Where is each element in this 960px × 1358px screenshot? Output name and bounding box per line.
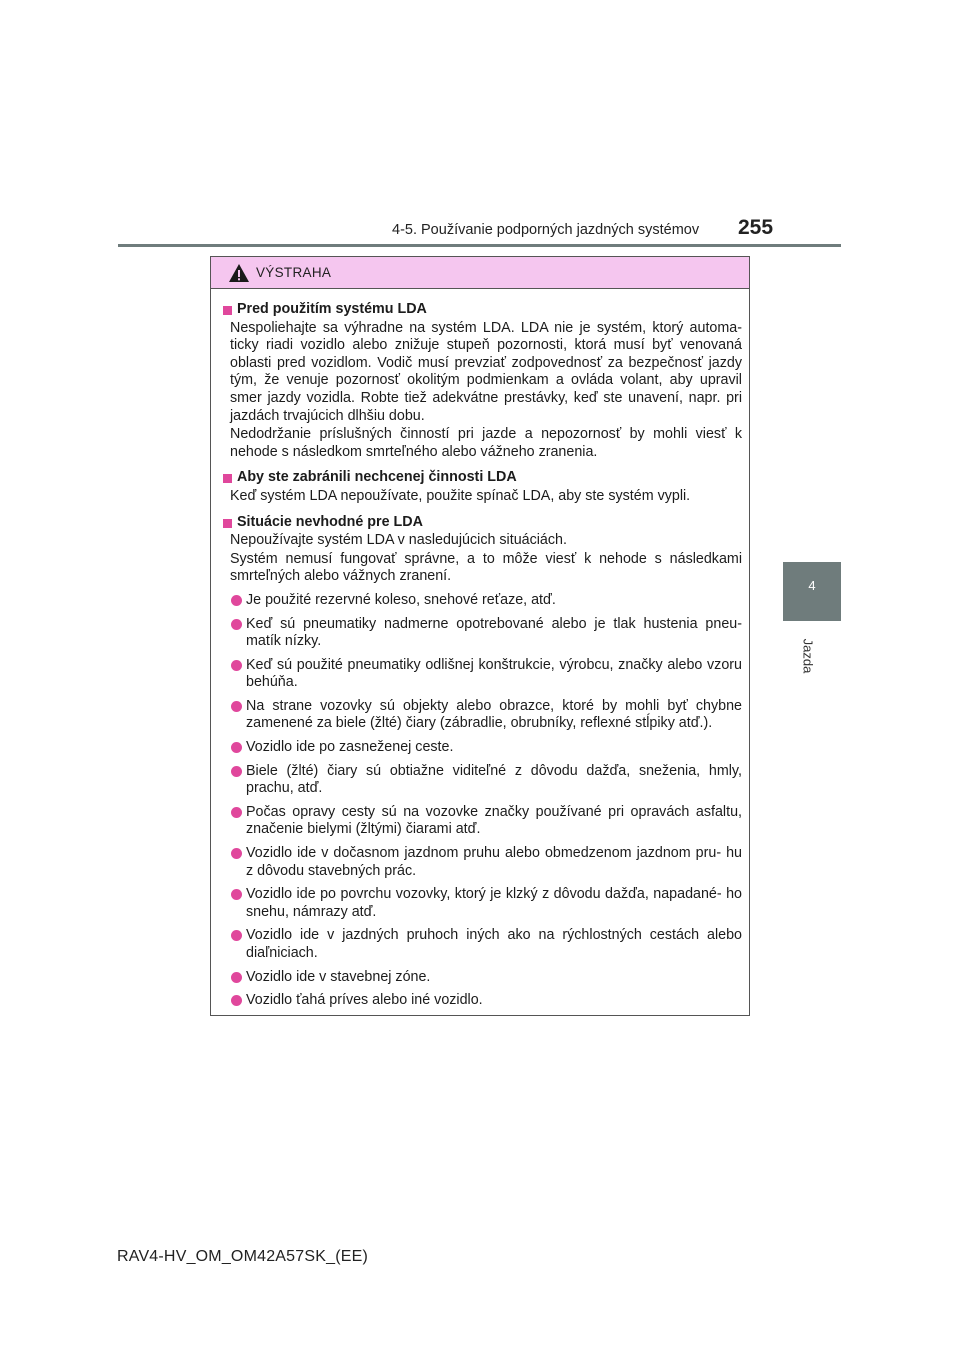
warning-box bbox=[210, 256, 750, 1016]
chapter-label-text: Jazda bbox=[800, 638, 816, 674]
list-item: Vozidlo ide v dočasnom jazdnom pruhu alebo obmedzenom jazdnom pru- hu z dôvodu stavebných prác. bbox=[223, 845, 742, 880]
section-title: Situácie nevhodné pre LDA bbox=[223, 514, 742, 532]
list-item: Vozidlo ide po zasneženej ceste. bbox=[223, 739, 742, 757]
warning-title: VÝSTRAHA bbox=[256, 265, 332, 280]
chapter-label bbox=[800, 636, 816, 676]
list-item: Vozidlo ťahá príves alebo iné vozidlo. bbox=[223, 992, 742, 1010]
section-title: Pred použitím systému LDA bbox=[223, 301, 742, 319]
situation-list bbox=[223, 592, 742, 1010]
document-code: RAV4-HV_OM_OM42A57SK_(EE) bbox=[117, 1248, 369, 1265]
paragraph: Nepoužívajte systém LDA v nasledujúcich situáciách. bbox=[230, 532, 567, 549]
paragraph: Keď systém LDA nepoužívate, použite spínač LDA, aby ste systém vypli. bbox=[230, 487, 691, 504]
list-item: Biele (žlté) čiary sú obtiažne viditeľné z dôvodu dažďa, sneženia, hmly, prachu, atď. bbox=[223, 763, 742, 798]
square-bullet-icon bbox=[223, 474, 232, 483]
list-item: Počas opravy cesty sú na vozovke značky používané pri opravách asfaltu, značenie bielymi (žltými) čiarami atď. bbox=[223, 804, 742, 839]
list-item: Vozidlo ide po povrchu vozovky, ktorý je klzký z dôvodu dažďa, napadané- ho snehu, námrazy atď. bbox=[223, 886, 742, 921]
square-bullet-icon bbox=[223, 519, 232, 528]
square-bullet-icon bbox=[223, 306, 232, 315]
page-number: 255 bbox=[738, 216, 774, 239]
chapter-number: 4 bbox=[808, 578, 816, 593]
section-title: Aby ste zabránili nechcenej činnosti LDA bbox=[223, 469, 742, 487]
chapter-tab bbox=[783, 562, 841, 621]
list-item: Vozidlo ide v jazdných pruhoch iných ako na rýchlostných cestách alebo diaľniciach. bbox=[223, 927, 742, 962]
running-header-section: 4-5. Používanie podporných jazdných systémov bbox=[392, 222, 700, 238]
header-rule bbox=[118, 244, 841, 247]
paragraph: Systém nemusí fungovať správne, a to môže viesť k nehode s následkami smrteľných alebo vážnych zranení. bbox=[230, 550, 742, 585]
warning-triangle-icon bbox=[228, 263, 250, 283]
list-item: Je použité rezervné koleso, snehové reťaze, atď. bbox=[223, 592, 742, 610]
list-item: Vozidlo ide v stavebnej zóne. bbox=[223, 969, 742, 987]
list-item: Na strane vozovky sú objekty alebo obrazce, ktoré by mohli byť chybne zamenené za biele (žlté) čiary (zábradlie, obrubníky, reflexné stĺpiky atď.). bbox=[223, 698, 742, 733]
list-item: Keď sú použité pneumatiky odlišnej konštrukcie, výrobcu, značky alebo vzoru behúňa. bbox=[223, 657, 742, 692]
warning-header bbox=[211, 257, 749, 289]
paragraph: Nespoliehajte sa výhradne na systém LDA. LDA nie je systém, ktorý automa- ticky riadi vozidlo alebo znižuje stupeň pozornosti, ktorá musí byť venovaná oblasti pred vozidlom. Vodič musí prevziať zodpovednosť za bezpečnosť jazdy tým, že venuje pozornosť okolitým podmienkam a ovláda volant, aby upravil smer jazdy vozidla. Robte tiež adekvátne prestávky, keď ste unavení, napr. pri jazdách trvajúcich dlhšiu dobu. bbox=[230, 319, 742, 424]
list-item: Keď sú pneumatiky nadmerne opotrebované alebo je tlak hustenia pneu- matík nízky. bbox=[223, 616, 742, 651]
paragraph: Nedodržanie príslušných činností pri jazde a nepozornosť by mohli viesť k nehode s následkom smrteľného alebo vážneho zranenia. bbox=[230, 426, 742, 460]
warning-body bbox=[211, 289, 749, 1010]
